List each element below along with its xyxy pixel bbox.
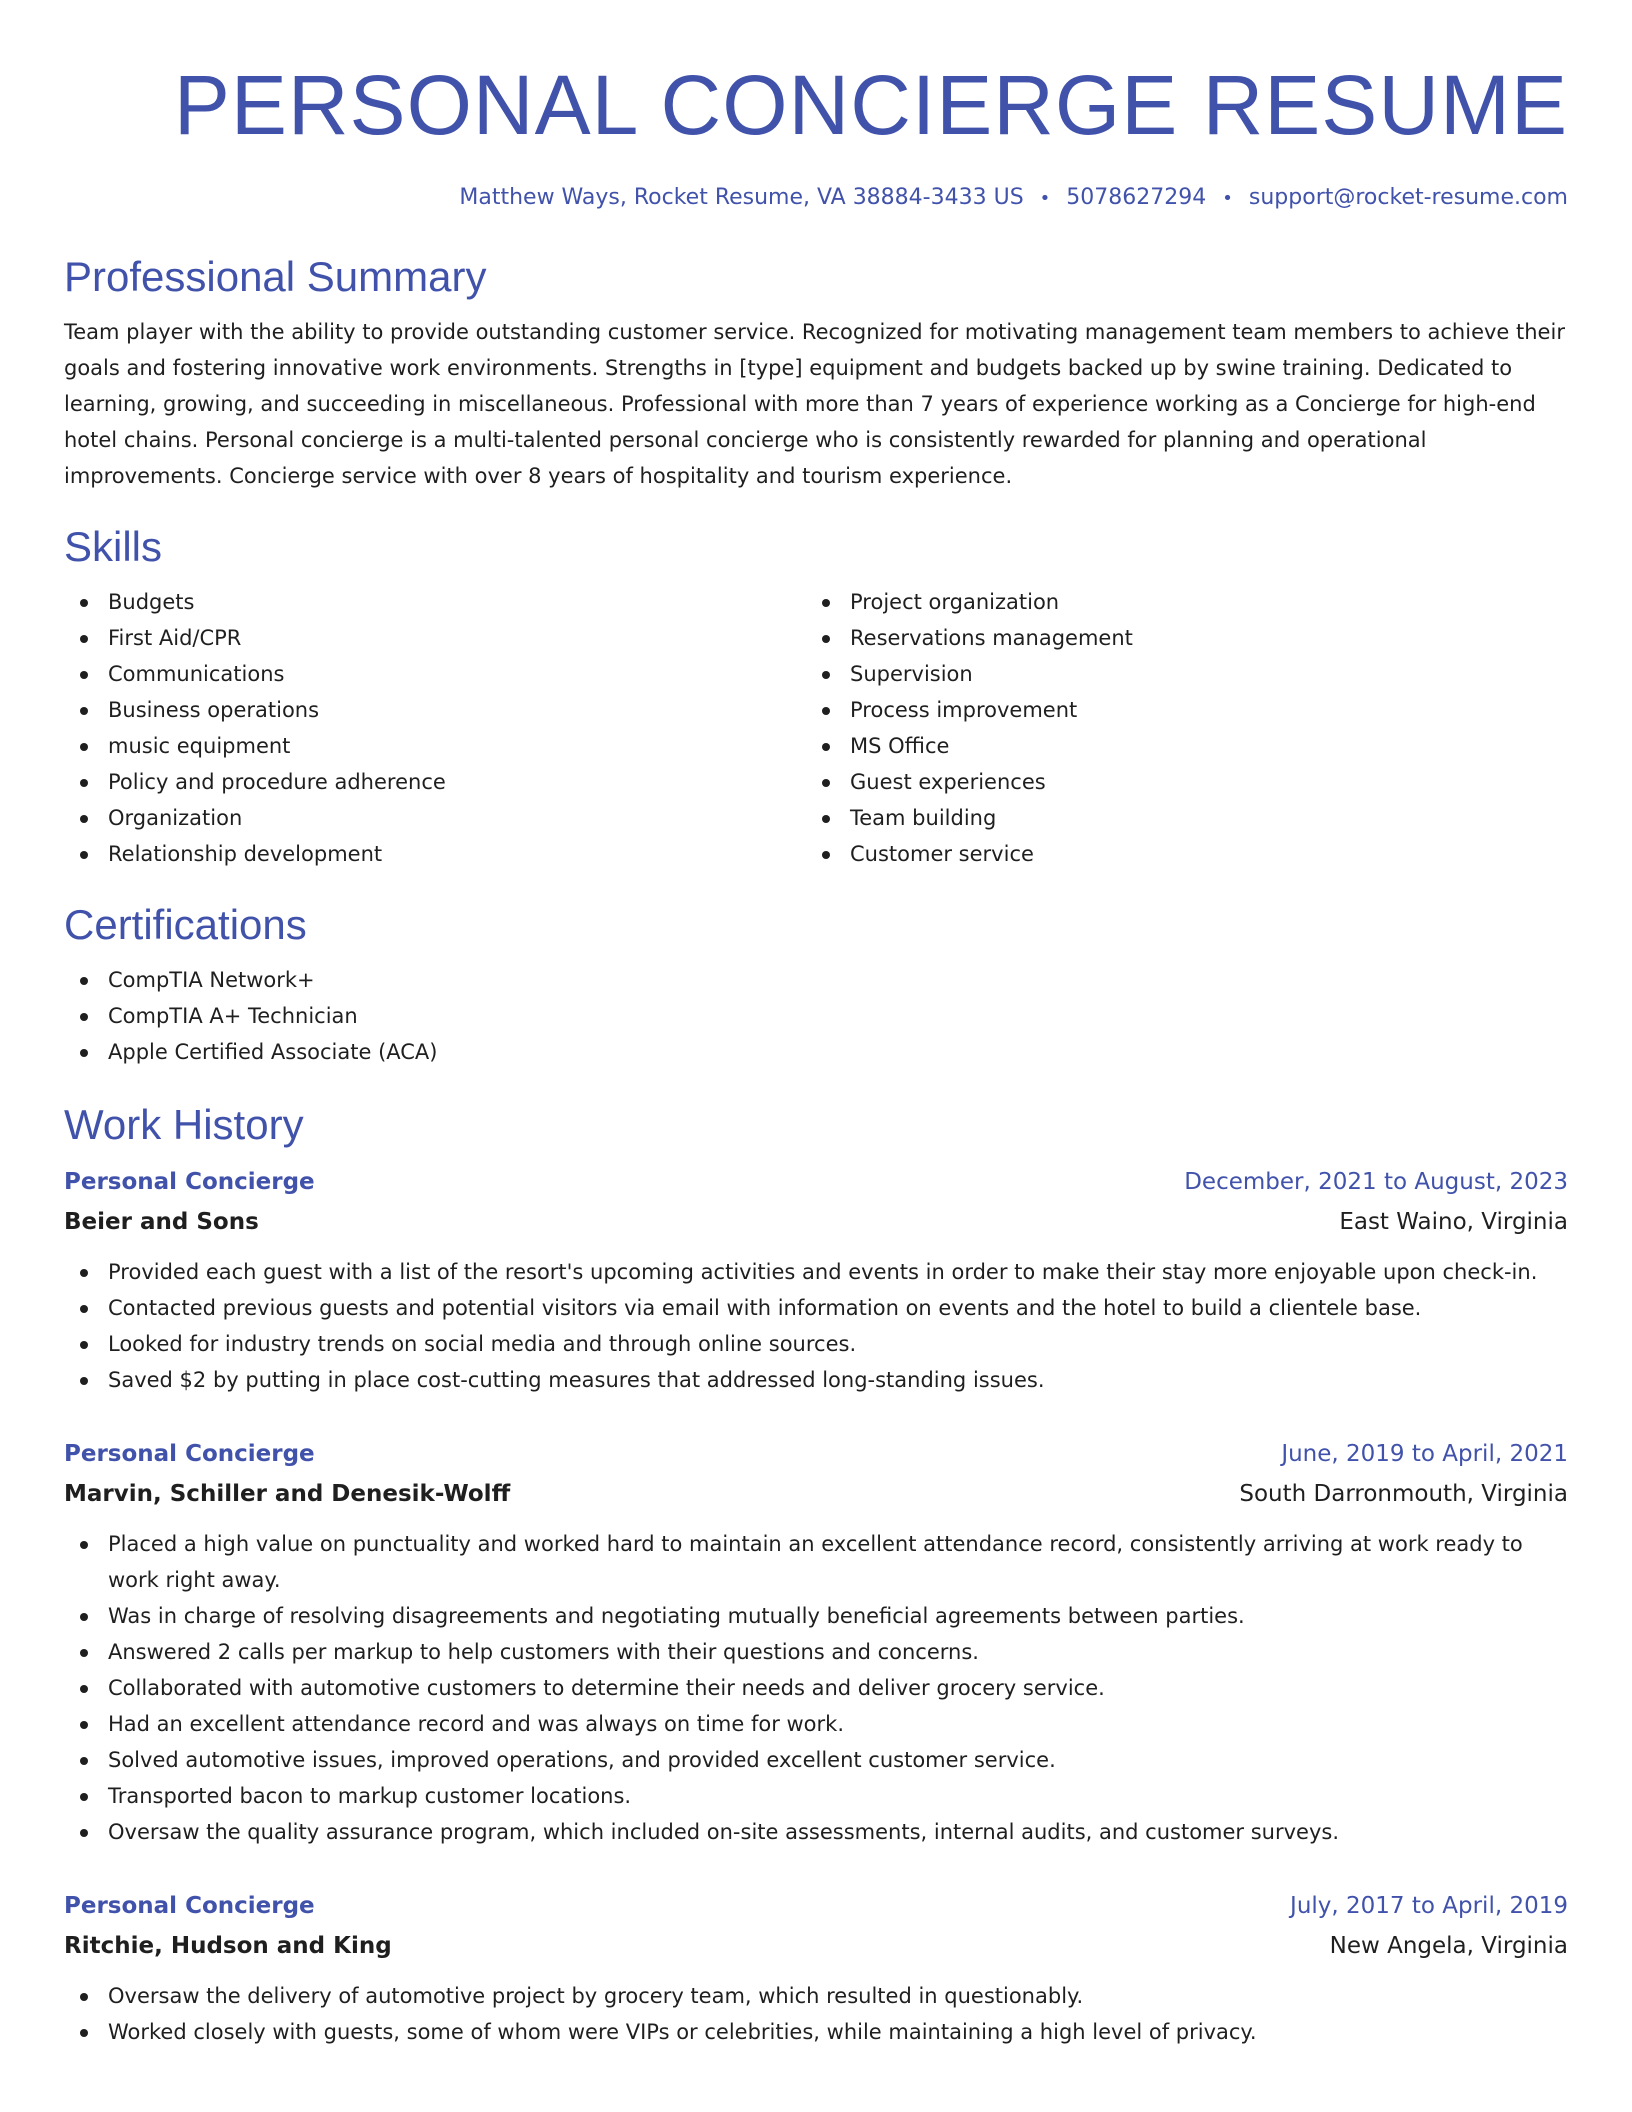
skills-list — [64, 584, 1568, 872]
certification-item: Apple Certified Associate (ACA) — [64, 1034, 1568, 1070]
job-header-row — [64, 1162, 1568, 1202]
job-location: South Darronmouth, Virginia — [1239, 1481, 1568, 1507]
job-duty: Solved automotive issues, improved operations, and provided excellent customer service. — [64, 1742, 1568, 1778]
job-company: Beier and Sons — [64, 1209, 259, 1235]
skill-item: Business operations — [64, 692, 806, 728]
job-header-row — [64, 1886, 1568, 1926]
job-duty: Was in charge of resolving disagreements and negotiating mutually beneficial agreements between parties. — [64, 1598, 1568, 1634]
job-header-row — [64, 1434, 1568, 1474]
skills-heading: Skills — [64, 523, 163, 570]
skill-item: Supervision — [806, 656, 1548, 692]
summary-heading: Professional Summary — [64, 253, 487, 300]
job-duty: Worked closely with guests, some of whom were VIPs or celebrities, while maintaining a high level of privacy. — [64, 2014, 1568, 2050]
job-duty: Saved $2 by putting in place cost-cutting measures that addressed long-standing issues. — [64, 1362, 1568, 1398]
job-company: Ritchie, Hudson and King — [64, 1933, 392, 1959]
skill-item: Customer service — [806, 836, 1548, 872]
job-title: Personal Concierge — [64, 1441, 315, 1467]
job-duties-list — [64, 1978, 1568, 2050]
skill-item: Team building — [806, 800, 1548, 836]
job-duty: Placed a high value on punctuality and worked hard to maintain an excellent attendance record, consistently arriving at work ready to work right away. — [64, 1526, 1568, 1598]
job-duty: Answered 2 calls per markup to help customers with their questions and concerns. — [64, 1634, 1568, 1670]
contact-address: Matthew Ways, Rocket Resume, VA 38884-3433 US — [459, 185, 1024, 210]
contact-separator: • — [1222, 188, 1233, 209]
resume-header — [64, 50, 1568, 214]
job-duties-list — [64, 1526, 1568, 1850]
skills-column-right — [806, 584, 1548, 872]
contact-separator: • — [1039, 188, 1051, 209]
certifications-heading: Certifications — [64, 901, 307, 948]
resume-title: PERSONAL CONCIERGE RESUME — [173, 58, 1568, 152]
job-employer-row — [64, 1202, 1568, 1242]
job-duty: Oversaw the delivery of automotive project by grocery team, which resulted in questionably. — [64, 1978, 1568, 2014]
job-company: Marvin, Schiller and Denesik-Wolff — [64, 1481, 511, 1507]
contact-email: support@rocket-resume.com — [1248, 185, 1568, 210]
skill-item: Process improvement — [806, 692, 1548, 728]
job-entry — [64, 1886, 1568, 2050]
work-history-heading: Work History — [64, 1101, 304, 1148]
job-duty: Collaborated with automotive customers to determine their needs and deliver grocery service. — [64, 1670, 1568, 1706]
skill-item: Communications — [64, 656, 806, 692]
skill-item: Guest experiences — [806, 764, 1548, 800]
job-duties-list — [64, 1254, 1568, 1398]
job-location: New Angela, Virginia — [1329, 1933, 1568, 1959]
certification-item: CompTIA A+ Technician — [64, 998, 1568, 1034]
job-entry — [64, 1434, 1568, 1850]
skill-item: Organization — [64, 800, 806, 836]
skill-item: Policy and procedure adherence — [64, 764, 806, 800]
job-duty: Looked for industry trends on social media and through online sources. — [64, 1326, 1568, 1362]
skill-item: MS Office — [806, 728, 1548, 764]
contact-line — [64, 183, 1568, 214]
skill-item: Reservations management — [806, 620, 1548, 656]
skill-item: Budgets — [64, 584, 806, 620]
job-dates: December, 2021 to August, 2023 — [1184, 1169, 1568, 1195]
job-duty: Oversaw the quality assurance program, which included on-site assessments, internal audits, and customer surveys. — [64, 1814, 1568, 1850]
job-dates: June, 2019 to April, 2021 — [1281, 1441, 1568, 1467]
job-entry — [64, 1162, 1568, 1398]
job-title: Personal Concierge — [64, 1169, 315, 1195]
certification-item: CompTIA Network+ — [64, 962, 1568, 998]
contact-phone: 5078627294 — [1066, 185, 1207, 210]
job-duty: Provided each guest with a list of the resort's upcoming activities and events in order to make their stay more enjoyable upon check-in. — [64, 1254, 1568, 1290]
job-dates: July, 2017 to April, 2019 — [1290, 1893, 1568, 1919]
skill-item: Project organization — [806, 584, 1548, 620]
job-duty: Had an excellent attendance record and was always on time for work. — [64, 1706, 1568, 1742]
skill-item: Relationship development — [64, 836, 806, 872]
summary-text: Team player with the ability to provide outstanding customer service. Recognized for motivating management team members to achieve their goals and fostering innovative work environments. Strengths in [type] equipment and budgets backed up by swine training. Dedicated to learning, growing, and succeeding in miscellaneous. Professional with more than 7 years of experience working as a Concierge for high-end hotel chains. Personal concierge is a multi-talented personal concierge who is consistently rewarded for planning and operational improvements. Concierge service with over 8 years of hospitality and tourism experience. — [64, 320, 1565, 488]
job-duty: Transported bacon to markup customer locations. — [64, 1778, 1568, 1814]
skill-item: music equipment — [64, 728, 806, 764]
job-employer-row — [64, 1474, 1568, 1514]
skills-column-left — [64, 584, 806, 872]
certifications-list — [64, 962, 1568, 1070]
job-employer-row — [64, 1926, 1568, 1966]
job-title: Personal Concierge — [64, 1893, 315, 1919]
job-location: East Waino, Virginia — [1339, 1209, 1568, 1235]
job-duty: Contacted previous guests and potential visitors via email with information on events and the hotel to build a clientele base. — [64, 1290, 1568, 1326]
skill-item: First Aid/CPR — [64, 620, 806, 656]
